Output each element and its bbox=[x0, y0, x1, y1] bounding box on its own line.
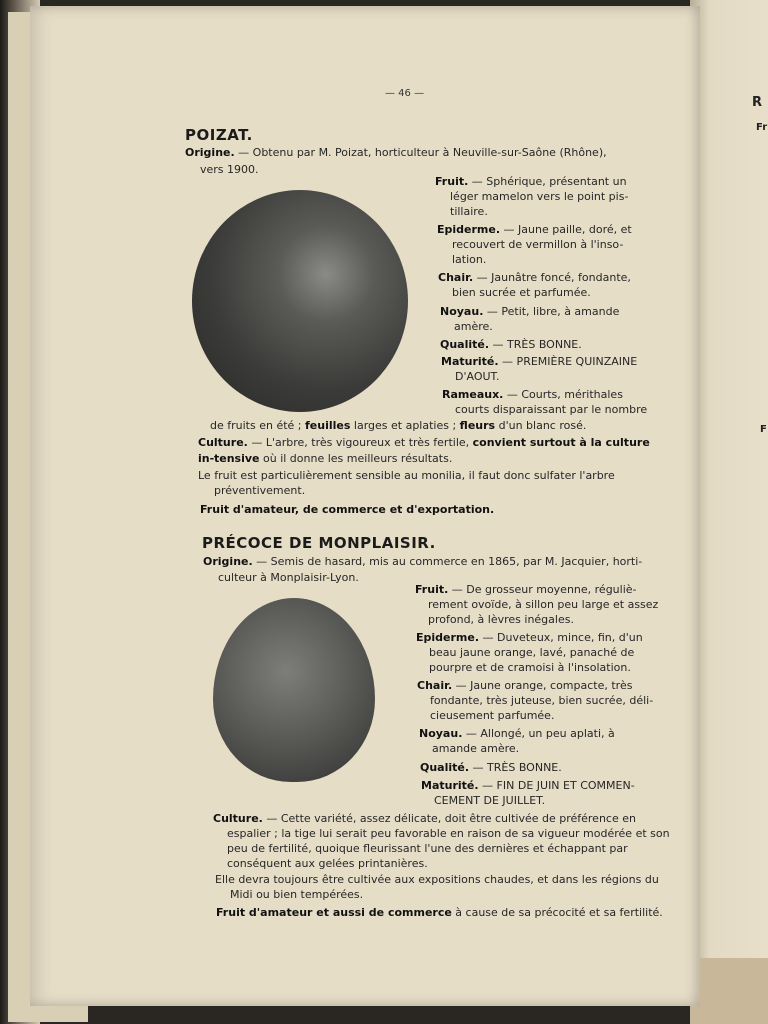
poizat-origine-label: Origine. bbox=[185, 146, 235, 159]
monplaisir-epiderme-3: pourpre et de cramoisi à l'insolation. bbox=[429, 661, 631, 674]
monplaisir-qualite bbox=[420, 760, 562, 776]
monplaisir-noyau bbox=[419, 726, 615, 742]
poizat-epiderme-3: lation. bbox=[452, 253, 487, 266]
monplaisir-culture bbox=[213, 811, 683, 827]
poizat-rameaux-3 bbox=[210, 418, 586, 434]
poizat-rameaux-3a: de fruits en été ; bbox=[210, 419, 305, 432]
poizat-origine-2: vers 1900. bbox=[200, 163, 259, 176]
poizat-chair-2: bien sucrée et parfumée. bbox=[452, 286, 591, 299]
monplaisir-culture-6: Midi ou bien tempérées. bbox=[230, 888, 364, 901]
poizat-culture-3: Le fruit est particulièrement sensible au monilia, il faut donc sulfater l'arbre bbox=[198, 469, 615, 482]
poizat-epiderme-label: Epiderme. bbox=[437, 223, 501, 236]
poizat-final bbox=[200, 502, 494, 518]
monplaisir-final-bold: Fruit d'amateur et aussi de commerce bbox=[216, 906, 452, 919]
monplaisir-origine-2: culteur à Monplaisir-Lyon. bbox=[218, 571, 359, 584]
monplaisir-maturite-2: CEMENT DE JUILLET. bbox=[434, 794, 546, 807]
monplaisir-culture-3: peu de fertilité, quoique fleurissant l'une des dernières et échappant par bbox=[227, 842, 628, 855]
monplaisir-fruit-image bbox=[213, 598, 375, 782]
monplaisir-culture-label: Culture. bbox=[213, 812, 263, 825]
facing-page-word: Fr bbox=[756, 122, 768, 133]
monplaisir-chair-2: fondante, très juteuse, bien sucrée, déli- bbox=[430, 694, 654, 707]
monplaisir-culture-4: conséquent aux gelées printanières. bbox=[227, 857, 428, 870]
facing-page-letter: R bbox=[752, 95, 763, 110]
monplaisir-culture-5: Elle devra toujours être cultivée aux expositions chaudes, et dans les régions du bbox=[215, 873, 659, 886]
poizat-rameaux bbox=[442, 387, 623, 403]
poizat-epiderme bbox=[437, 222, 632, 238]
facing-page-mark: F bbox=[760, 424, 767, 435]
monplaisir-epiderme-label: Epiderme. bbox=[416, 631, 480, 644]
monplaisir-fruit-2: rement ovoïde, à sillon peu large et assez bbox=[428, 598, 659, 611]
poizat-fruit-label: Fruit. bbox=[435, 175, 469, 188]
monplaisir-maturite-label: Maturité. bbox=[421, 779, 479, 792]
poizat-rameaux-3b: larges et aplaties ; bbox=[350, 419, 460, 432]
monplaisir-chair-label: Chair. bbox=[417, 679, 453, 692]
monplaisir-noyau-text: — Allongé, un peu aplati, à bbox=[462, 727, 615, 740]
poizat-fruit-3: tillaire. bbox=[450, 205, 488, 218]
poizat-rameaux-fleurs: fleurs bbox=[459, 419, 496, 432]
monplaisir-fruit bbox=[415, 582, 637, 598]
monplaisir-fruit-label: Fruit. bbox=[415, 583, 449, 596]
monplaisir-maturite-text: — FIN DE JUIN ET COMMEN- bbox=[478, 779, 635, 792]
poizat-maturite-text: — PREMIÈRE QUINZAINE bbox=[498, 355, 638, 368]
book-page bbox=[30, 6, 700, 1006]
poizat-fruit-image bbox=[192, 190, 408, 412]
monplaisir-qualite-label: Qualité. bbox=[420, 761, 470, 774]
poizat-chair-text: — Jaunâtre foncé, fondante, bbox=[473, 271, 631, 284]
page-number: — 46 — bbox=[385, 88, 425, 99]
poizat-title: POIZAT. bbox=[185, 126, 253, 144]
facing-page bbox=[690, 0, 768, 1000]
poizat-rameaux-label: Rameaux. bbox=[442, 388, 504, 401]
poizat-maturite bbox=[441, 354, 637, 370]
poizat-noyau-text: — Petit, libre, à amande bbox=[483, 305, 620, 318]
poizat-fruit-2: léger mamelon vers le point pis- bbox=[450, 190, 629, 203]
poizat-culture-4: préventivement. bbox=[214, 484, 306, 497]
poizat-culture-bold: convient surtout à la culture in- bbox=[198, 436, 650, 465]
monplaisir-culture-text: — Cette variété, assez délicate, doit être cultivée de préférence en bbox=[262, 812, 636, 825]
monplaisir-origine bbox=[203, 554, 663, 570]
poizat-final-text: Fruit d'amateur, de commerce et d'exportation. bbox=[200, 503, 495, 516]
poizat-culture-label: Culture. bbox=[198, 436, 248, 449]
poizat-rameaux-3c: d'un blanc rosé. bbox=[495, 419, 587, 432]
poizat-culture-2 bbox=[214, 451, 452, 467]
poizat-qualite-label: Qualité. bbox=[440, 338, 490, 351]
monplaisir-final bbox=[216, 905, 663, 921]
poizat-noyau bbox=[440, 304, 619, 320]
monplaisir-epiderme-2: beau jaune orange, lavé, panaché de bbox=[429, 646, 635, 659]
corner-shadow bbox=[690, 958, 768, 1024]
monplaisir-origine-text: — Semis de hasard, mis au commerce en 1865, par M. Jacquier, horti- bbox=[252, 555, 643, 568]
monplaisir-chair-text: — Jaune orange, compacte, très bbox=[452, 679, 633, 692]
monplaisir-fruit-text: — De grosseur moyenne, réguliè- bbox=[448, 583, 637, 596]
monplaisir-culture-2: espalier ; la tige lui serait peu favorable en raison de sa vigueur modérée et son bbox=[227, 827, 670, 840]
poizat-qualite-text: — TRÈS BONNE. bbox=[489, 338, 582, 351]
poizat-epiderme-2: recouvert de vermillon à l'inso- bbox=[452, 238, 624, 251]
monplaisir-noyau-2: amande amère. bbox=[432, 742, 520, 755]
poizat-noyau-2: amère. bbox=[454, 320, 493, 333]
monplaisir-final-text: à cause de sa précocité et sa fertilité. bbox=[451, 906, 663, 919]
poizat-rameaux-2: courts disparaissant par le nombre bbox=[455, 403, 648, 416]
poizat-qualite bbox=[440, 337, 582, 353]
monplaisir-origine-label: Origine. bbox=[203, 555, 253, 568]
monplaisir-noyau-label: Noyau. bbox=[419, 727, 463, 740]
monplaisir-maturite bbox=[421, 778, 635, 794]
monplaisir-epiderme-text: — Duveteux, mince, fin, d'un bbox=[479, 631, 643, 644]
monplaisir-epiderme bbox=[416, 630, 643, 646]
poizat-maturite-2: D'AOUT. bbox=[455, 370, 500, 383]
monplaisir-fruit-3: profond, à lèvres inégales. bbox=[428, 613, 574, 626]
monplaisir-chair bbox=[417, 678, 632, 694]
monplaisir-title: PRÉCOCE DE MONPLAISIR. bbox=[202, 534, 436, 552]
poizat-epiderme-text: — Jaune paille, doré, et bbox=[500, 223, 632, 236]
poizat-maturite-label: Maturité. bbox=[441, 355, 499, 368]
poizat-chair bbox=[438, 270, 631, 286]
poizat-chair-label: Chair. bbox=[438, 271, 474, 284]
poizat-origine-text: — Obtenu par M. Poizat, horticulteur à Neuville-sur-Saône (Rhône), bbox=[234, 146, 607, 159]
poizat-culture-bold2: tensive bbox=[214, 452, 260, 465]
monplaisir-qualite-text: — TRÈS BONNE. bbox=[469, 761, 562, 774]
monplaisir-chair-3: cieusement parfumée. bbox=[430, 709, 555, 722]
poizat-noyau-label: Noyau. bbox=[440, 305, 484, 318]
poizat-culture-text2: où il donne les meilleurs résultats. bbox=[259, 452, 453, 465]
poizat-fruit bbox=[435, 174, 627, 190]
poizat-rameaux-feuilles: feuilles bbox=[305, 419, 351, 432]
poizat-culture-text: — L'arbre, très vigoureux et très fertile, bbox=[247, 436, 473, 449]
poizat-origine bbox=[185, 145, 645, 161]
poizat-rameaux-text: — Courts, mérithales bbox=[503, 388, 623, 401]
poizat-fruit-text: — Sphérique, présentant un bbox=[468, 175, 627, 188]
